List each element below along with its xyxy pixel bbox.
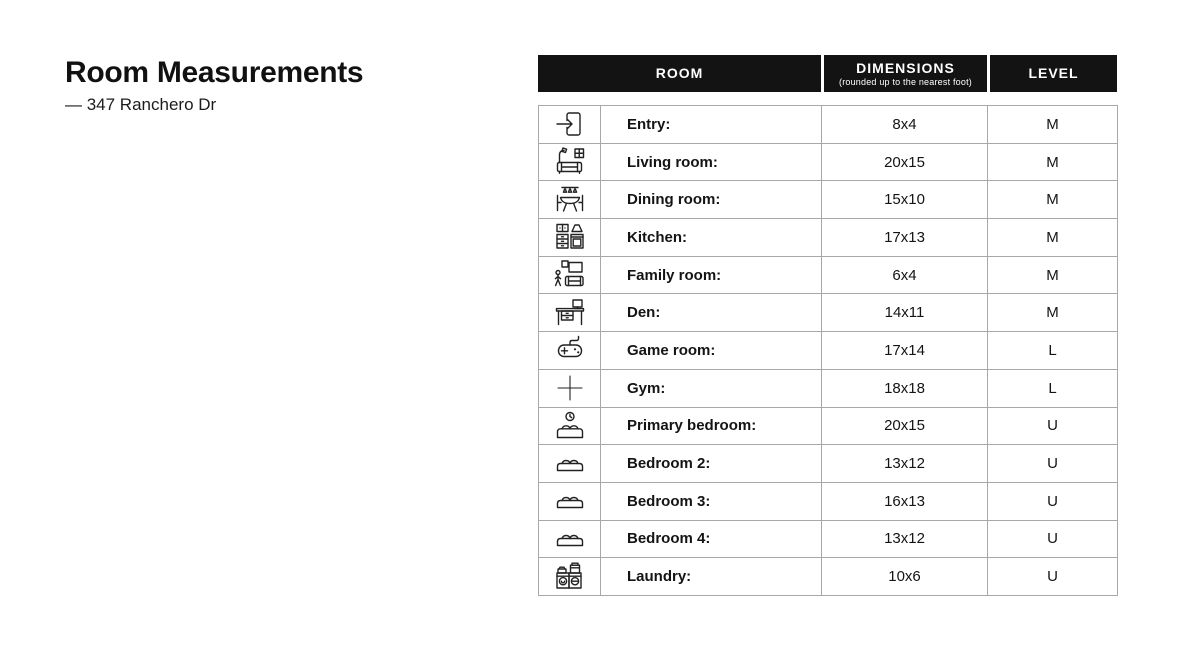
room-name: Family room:	[601, 256, 822, 294]
room-icon-cell	[539, 143, 601, 181]
room-name: Bedroom 2:	[601, 445, 822, 483]
room-icon-cell	[539, 369, 601, 407]
room-icon-cell	[539, 407, 601, 445]
entry-icon	[553, 107, 587, 141]
room-dimensions: 17x14	[822, 332, 988, 370]
page-title: Room Measurements	[65, 56, 364, 89]
table-row	[539, 143, 1118, 181]
living-room-icon	[553, 145, 587, 179]
room-dimensions: 14x11	[822, 294, 988, 332]
room-dimensions: 16x13	[822, 482, 988, 520]
table-row	[539, 256, 1118, 294]
column-header-room-label: ROOM	[655, 65, 704, 81]
table-body	[538, 105, 1118, 596]
room-name: Laundry:	[601, 558, 822, 596]
title-block	[65, 56, 363, 115]
room-name: Den:	[601, 294, 822, 332]
table-row	[539, 219, 1118, 257]
room-name: Primary bedroom:	[601, 407, 822, 445]
table-row	[539, 407, 1118, 445]
room-level: U	[988, 558, 1118, 596]
room-level: U	[988, 407, 1118, 445]
table-row	[539, 445, 1118, 483]
room-level: M	[988, 106, 1118, 144]
room-level: L	[988, 332, 1118, 370]
room-level: M	[988, 256, 1118, 294]
room-level: M	[988, 219, 1118, 257]
room-dimensions: 13x12	[822, 520, 988, 558]
laundry-icon	[553, 560, 587, 594]
room-level: U	[988, 482, 1118, 520]
room-level: M	[988, 294, 1118, 332]
room-name: Bedroom 4:	[601, 520, 822, 558]
room-dimensions: 15x10	[822, 181, 988, 219]
table-row	[539, 482, 1118, 520]
page-subtitle: — 347 Ranchero Dr	[65, 95, 217, 114]
room-dimensions: 20x15	[822, 143, 988, 181]
room-icon-cell	[539, 482, 601, 520]
room-icon-cell	[539, 181, 601, 219]
room-level: U	[988, 520, 1118, 558]
room-name: Gym:	[601, 369, 822, 407]
dining-room-icon	[553, 183, 587, 217]
room-name: Kitchen:	[601, 219, 822, 257]
room-icon-cell	[539, 256, 601, 294]
column-header-level	[987, 55, 1117, 92]
room-name: Game room:	[601, 332, 822, 370]
den-icon	[553, 296, 587, 330]
bed-icon	[553, 447, 587, 481]
room-name: Entry:	[601, 106, 822, 144]
room-dimensions: 20x15	[822, 407, 988, 445]
room-dimensions: 10x6	[822, 558, 988, 596]
column-header-room	[538, 55, 821, 92]
column-header-dimensions-label: DIMENSIONS	[856, 59, 955, 76]
table-header	[538, 55, 1117, 92]
room-icon-cell	[539, 219, 601, 257]
room-level: U	[988, 445, 1118, 483]
room-icon-cell	[539, 332, 601, 370]
bed-icon	[553, 522, 587, 556]
column-header-dimensions	[821, 55, 987, 92]
room-measurements-table	[538, 55, 1117, 596]
column-header-level-label: LEVEL	[1028, 65, 1079, 81]
room-icon-cell	[539, 294, 601, 332]
room-dimensions: 13x12	[822, 445, 988, 483]
family-room-icon	[553, 258, 587, 292]
room-dimensions: 6x4	[822, 256, 988, 294]
gym-icon	[553, 371, 587, 405]
primary-bedroom-icon	[553, 409, 587, 443]
room-level: L	[988, 369, 1118, 407]
game-room-icon	[553, 333, 587, 367]
room-icon-cell	[539, 558, 601, 596]
table-row	[539, 369, 1118, 407]
room-name: Living room:	[601, 143, 822, 181]
room-level: M	[988, 181, 1118, 219]
room-dimensions: 17x13	[822, 219, 988, 257]
table-row	[539, 181, 1118, 219]
table-row	[539, 332, 1118, 370]
room-icon-cell	[539, 445, 601, 483]
room-name: Dining room:	[601, 181, 822, 219]
room-icon-cell	[539, 106, 601, 144]
kitchen-icon	[553, 220, 587, 254]
room-dimensions: 18x18	[822, 369, 988, 407]
room-dimensions: 8x4	[822, 106, 988, 144]
table-row	[539, 106, 1118, 144]
table-row	[539, 520, 1118, 558]
bed-icon	[553, 484, 587, 518]
room-name: Bedroom 3:	[601, 482, 822, 520]
room-icon-cell	[539, 520, 601, 558]
table-row	[539, 294, 1118, 332]
column-header-dimensions-note: (rounded up to the nearest foot)	[839, 76, 972, 87]
table-row	[539, 558, 1118, 596]
room-level: M	[988, 143, 1118, 181]
